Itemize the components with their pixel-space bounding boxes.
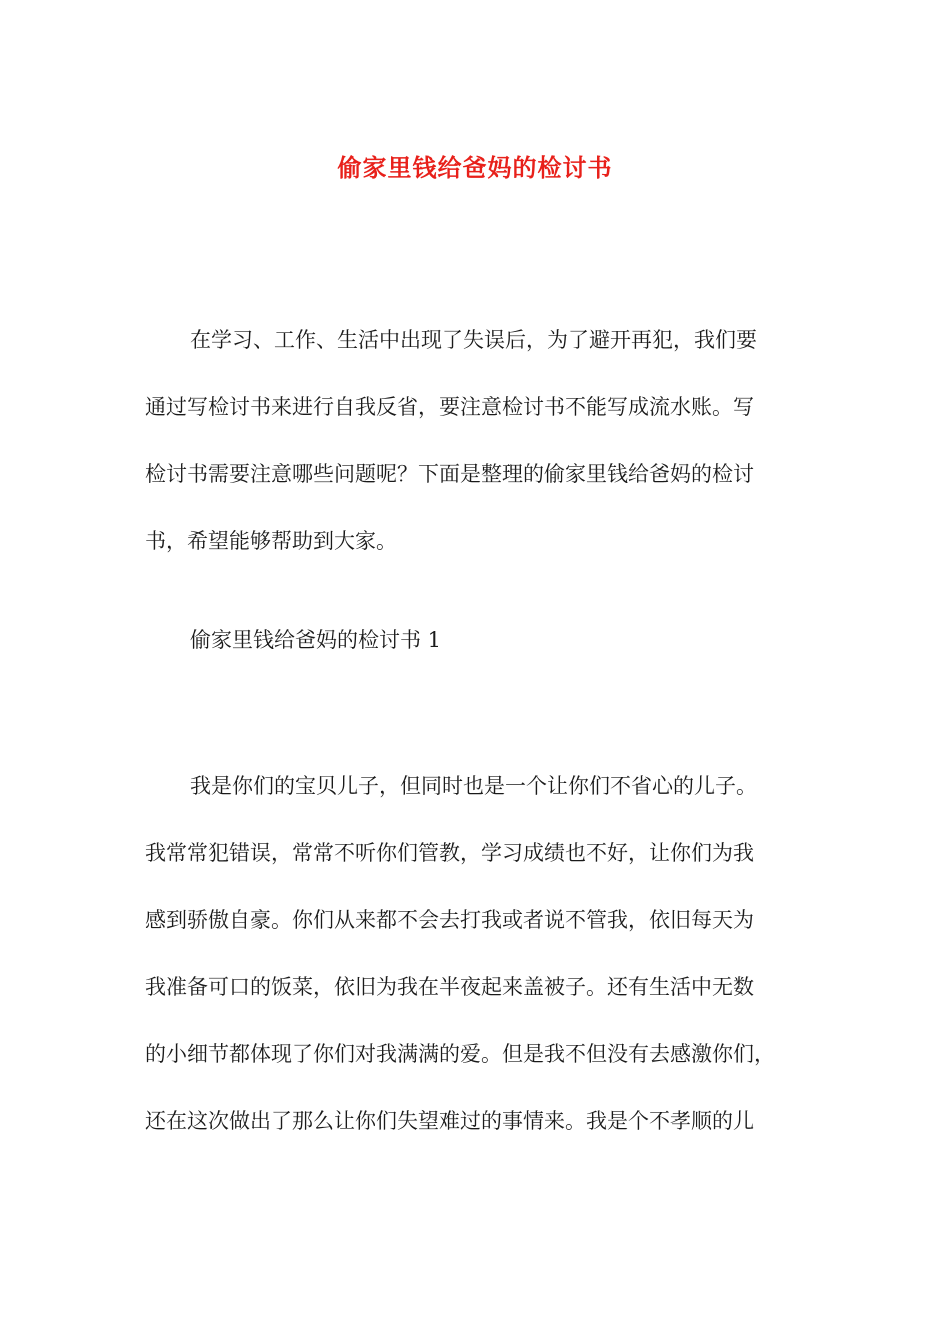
body-paragraph xyxy=(145,753,825,1155)
body-line: 我常常犯错误，常常不听你们管教，学习成绩也不好，让你们为我 xyxy=(145,841,754,865)
intro-line: 书，希望能够帮助到大家。 xyxy=(145,529,397,553)
intro-line: 通过写检讨书来进行自我反省，要注意检讨书不能写成流水账。写 xyxy=(145,395,754,419)
subheading-text: 偷家里钱给爸妈的检讨书 1 xyxy=(190,628,442,652)
intro-line: 在学习、工作、生活中出现了失误后，为了避开再犯，我们要 xyxy=(190,328,757,352)
body-line: 还在这次做出了那么让你们失望难过的事情来。我是个不孝顺的儿 xyxy=(145,1109,754,1133)
body-line: 感到骄傲自豪。你们从来都不会去打我或者说不管我，依旧每天为 xyxy=(145,908,754,932)
document-title: 偷家里钱给爸妈的检讨书 xyxy=(337,153,613,183)
section-subheading xyxy=(145,607,825,674)
intro-line: 检讨书需要注意哪些问题呢？下面是整理的偷家里钱给爸妈的检讨 xyxy=(145,462,754,486)
body-line: 我是你们的宝贝儿子，但同时也是一个让你们不省心的儿子。 xyxy=(190,774,757,798)
body-line: 的小细节都体现了你们对我满满的爱。但是我不但没有去感激你们， xyxy=(145,1042,775,1066)
body-line: 我准备可口的饭菜，依旧为我在半夜起来盖被子。还有生活中无数 xyxy=(145,975,754,999)
intro-paragraph xyxy=(145,307,825,575)
